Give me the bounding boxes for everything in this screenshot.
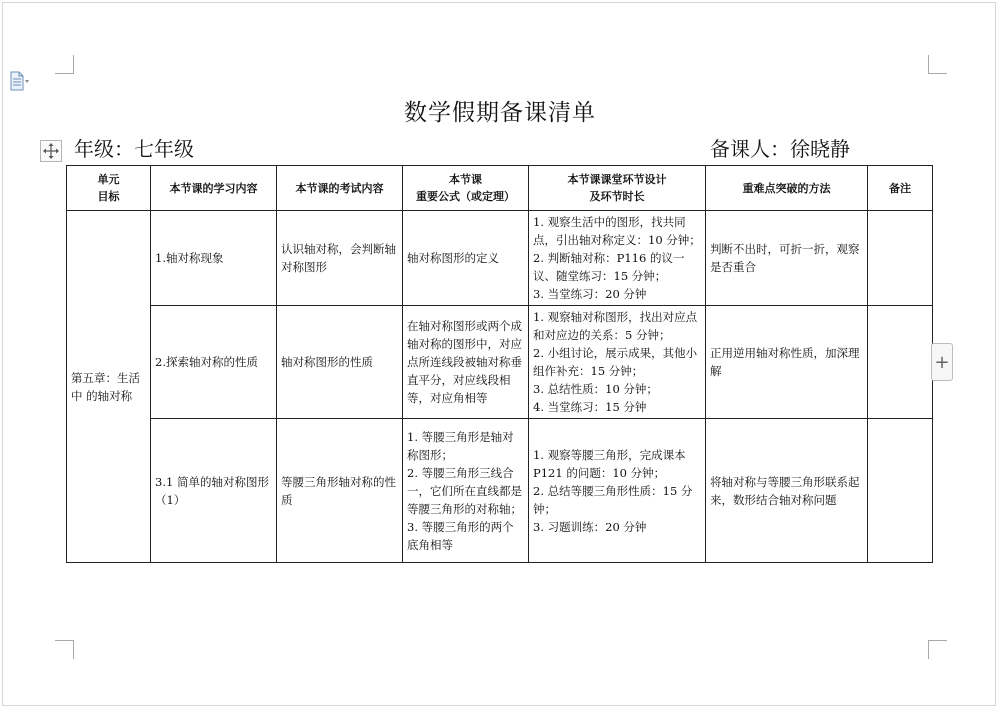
- design-cell[interactable]: 1. 观察等腰三角形，完成课本 P121 的问题：10 分钟； 2. 总结等腰三角形性质：15 分钟； 3. 习题训练：20 分钟: [529, 419, 706, 563]
- header-class-design: 本节课课堂环节设计 及环节时长: [529, 166, 706, 211]
- margin-corner-top-left: [55, 55, 74, 74]
- exam-cell[interactable]: 等腰三角形轴对称的性质: [277, 419, 403, 563]
- table-row: [67, 211, 933, 306]
- header-learning-content: 本节课的学习内容: [151, 166, 277, 211]
- exam-cell[interactable]: 认识轴对称，会判断轴对称图形: [277, 211, 403, 306]
- content-cell[interactable]: 2.探索轴对称的性质: [151, 306, 277, 419]
- note-cell[interactable]: [868, 306, 933, 419]
- header-method: 重难点突破的方法: [706, 166, 868, 211]
- formula-cell[interactable]: 在轴对称图形或两个成轴对称的图形中，对应点所连线段被轴对称垂直平分，对应线段相等，对应角相等: [403, 306, 529, 419]
- formula-cell[interactable]: 轴对称图形的定义: [403, 211, 529, 306]
- note-cell[interactable]: [868, 211, 933, 306]
- table-header-row: [67, 166, 933, 211]
- document-icon[interactable]: [9, 71, 31, 91]
- content-cell[interactable]: 3.1 简单的轴对称图形（1）: [151, 419, 277, 563]
- margin-corner-bottom-right: [928, 640, 947, 659]
- header-unit: 单元 目标: [67, 166, 151, 211]
- method-cell[interactable]: 正用逆用轴对称性质，加深理解: [706, 306, 868, 419]
- table-row: [67, 306, 933, 419]
- margin-corner-top-right: [928, 55, 947, 74]
- unit-cell[interactable]: 第五章：生活中 的轴对称: [67, 211, 151, 563]
- design-cell[interactable]: 1. 观察生活中的图形，找共同点，引出轴对称定义：10 分钟； 2. 判断轴对称：P116 的议一议、随堂练习：15 分钟； 3. 当堂练习：20 分钟: [529, 211, 706, 306]
- note-cell[interactable]: [868, 419, 933, 563]
- lesson-plan-table: [66, 165, 933, 563]
- design-cell[interactable]: 1. 观察轴对称图形，找出对应点和对应边的关系：5 分钟； 2. 小组讨论，展示成果，其他小组作补充：15 分钟； 3. 总结性质：10 分钟； 4. 当堂练习：15 分钟: [529, 306, 706, 419]
- method-cell[interactable]: 将轴对称与等腰三角形联系起来，数形结合轴对称问题: [706, 419, 868, 563]
- teacher-label: 备课人：徐晓静: [710, 137, 850, 161]
- table-row: [67, 419, 933, 563]
- header-note: 备注: [868, 166, 933, 211]
- header-formula: 本节课 重要公式（或定理）: [403, 166, 529, 211]
- document-title: 数学假期备课清单: [404, 100, 596, 126]
- exam-cell[interactable]: 轴对称图形的性质: [277, 306, 403, 419]
- method-cell[interactable]: 判断不出时，可折一折，观察是否重合: [706, 211, 868, 306]
- header-exam-content: 本节课的考试内容: [277, 166, 403, 211]
- content-cell[interactable]: 1.轴对称现象: [151, 211, 277, 306]
- add-row-icon[interactable]: +: [931, 343, 953, 381]
- grade-label: 年级：七年级: [74, 137, 194, 161]
- formula-cell[interactable]: 1. 等腰三角形是轴对称图形； 2. 等腰三角形三线合一，它们所在直线都是等腰三角形的对称轴； 3. 等腰三角形的两个底角相等: [403, 419, 529, 563]
- margin-corner-bottom-left: [55, 640, 74, 659]
- move-handle-icon[interactable]: [40, 140, 62, 162]
